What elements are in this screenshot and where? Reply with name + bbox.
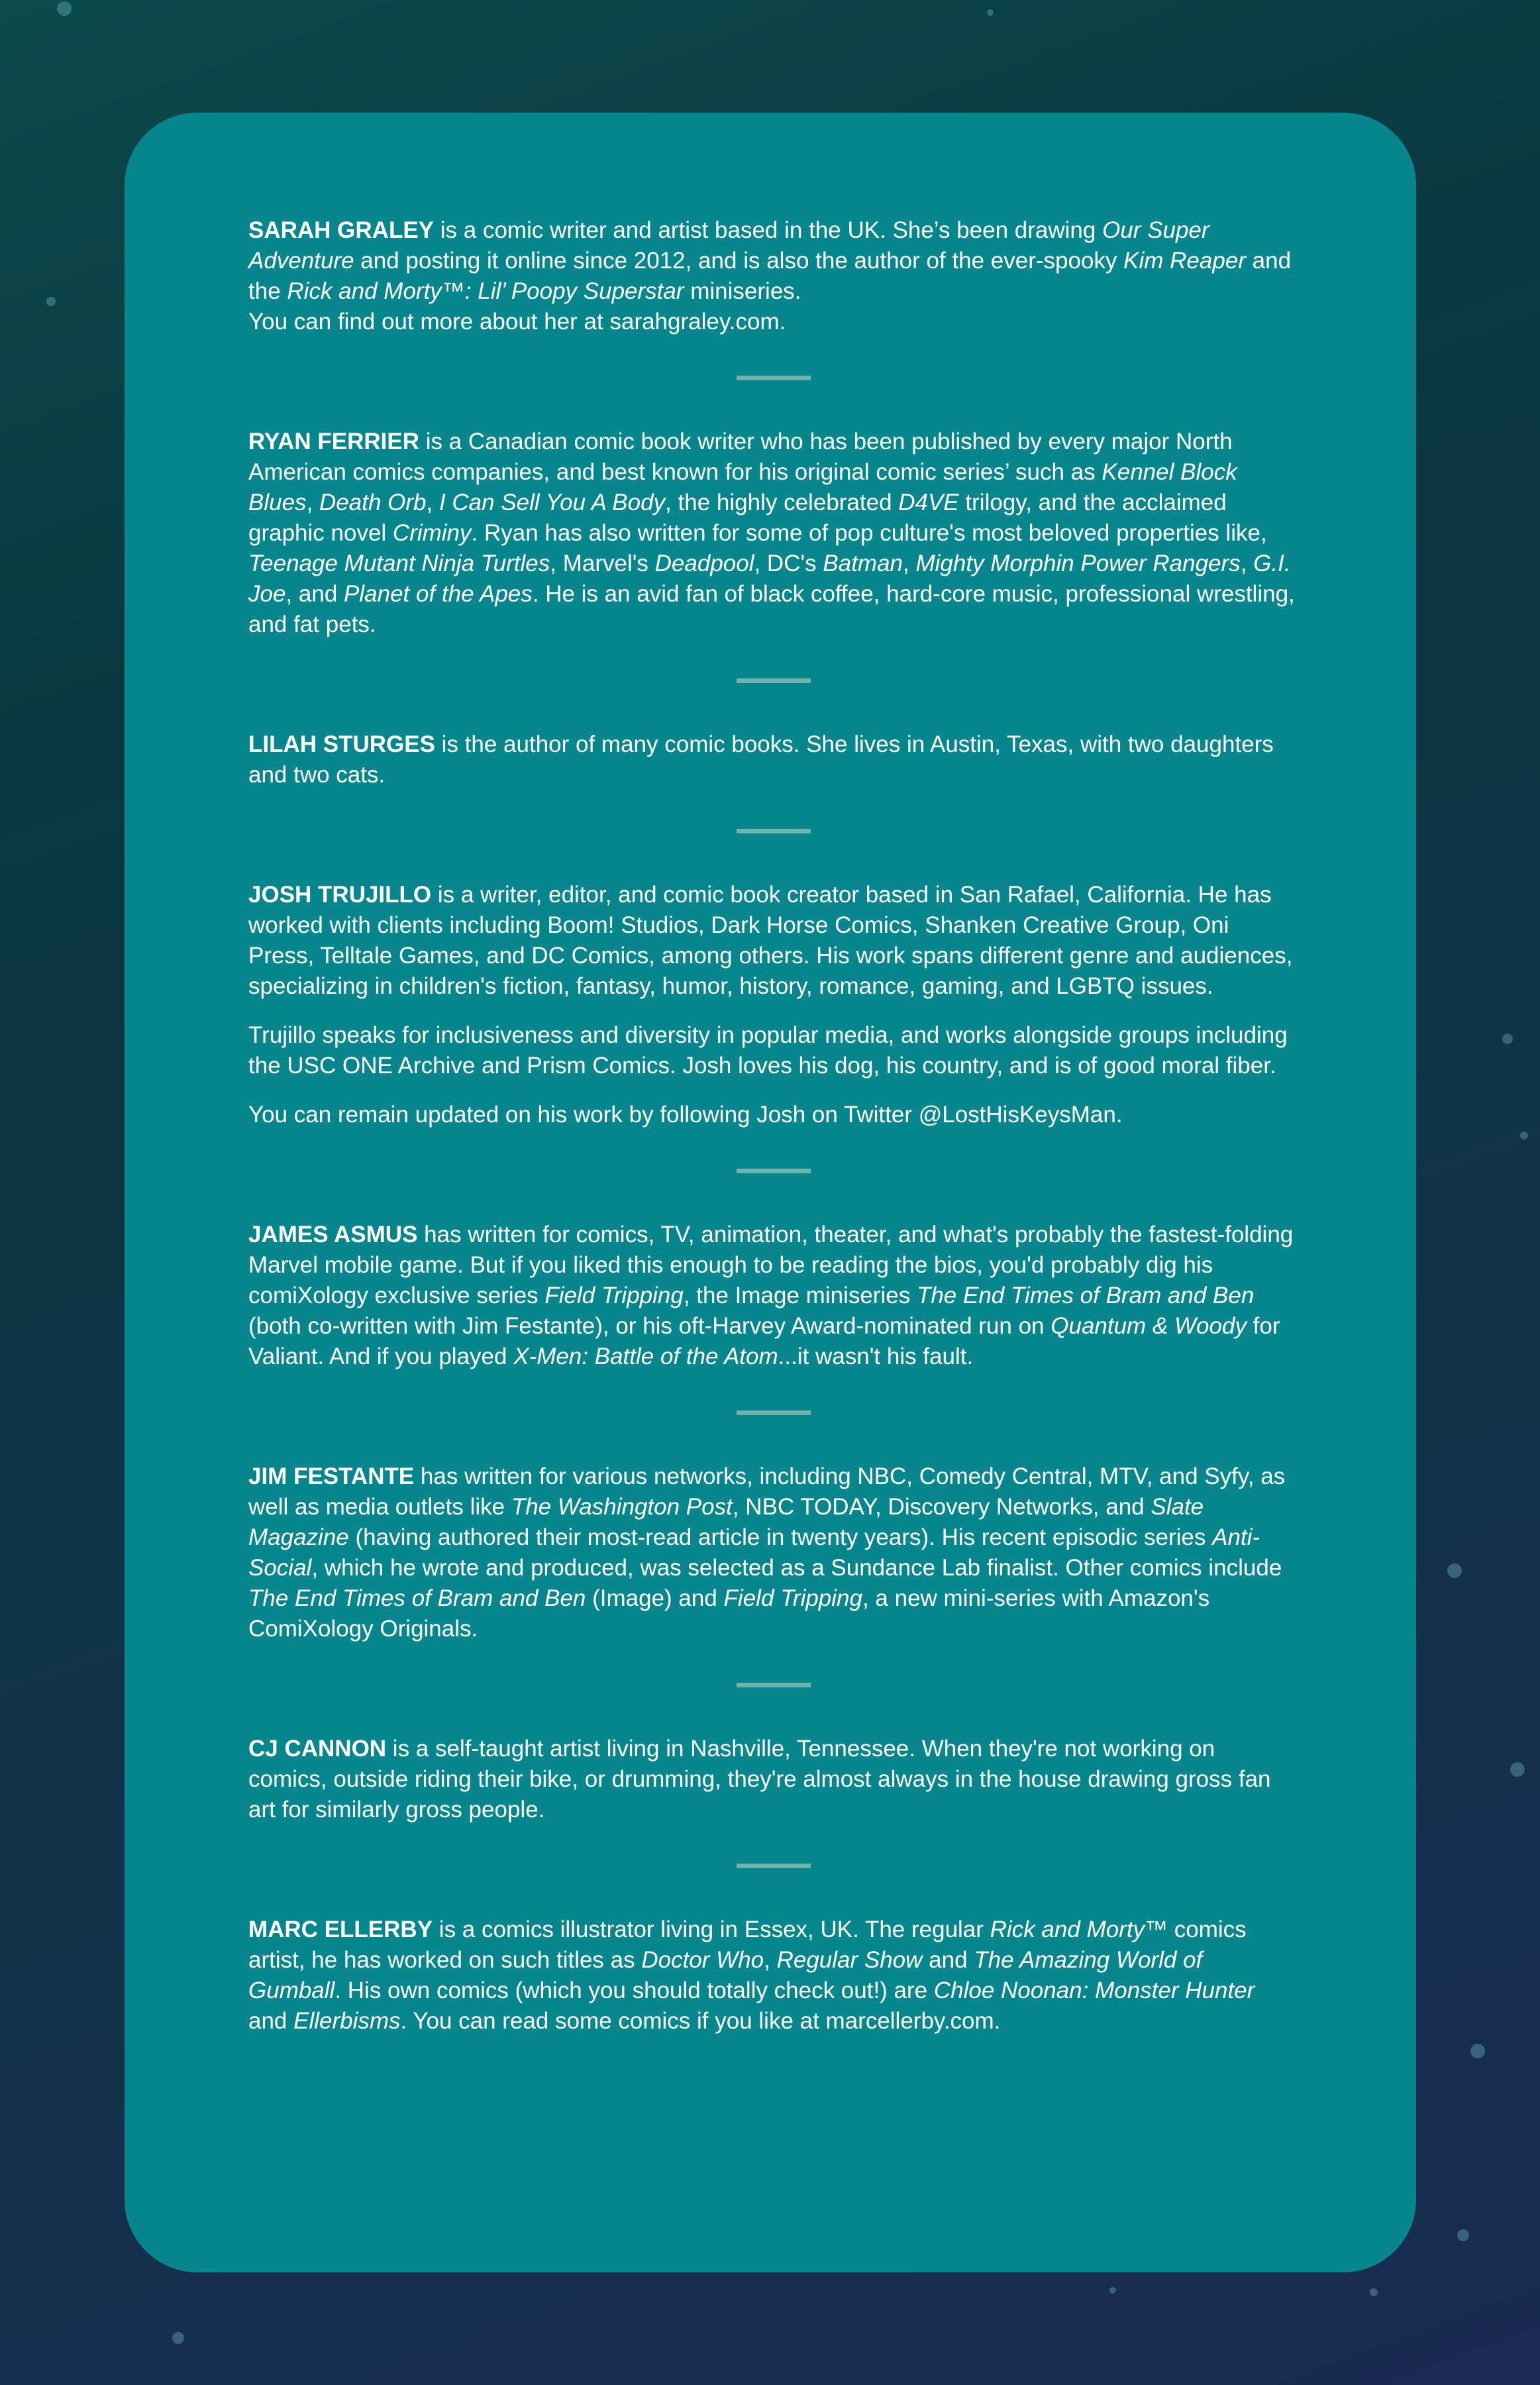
- bio-paragraph: [248, 1915, 1298, 2037]
- bio-text: . His own comics (which you should totally check out!) are: [334, 1978, 934, 2003]
- bio-text: , the highly celebrated: [665, 490, 899, 515]
- work-title: Kennel Block Blues: [248, 459, 1237, 515]
- bio-text: comics artist, he has worked on such titles as: [248, 1917, 1247, 1973]
- work-title: Anti-Social: [248, 1524, 1260, 1581]
- bio-text: and posting it online since 2012, and is also the author of the ever-spooky: [354, 248, 1124, 274]
- author-name: SARAH GRALEY: [248, 217, 435, 243]
- bio-text: trilogy, and the acclaimed graphic novel: [248, 490, 1227, 546]
- bio-text: has written for comics, TV, animation, theater, and what's probably the fastest-folding Marvel mobile game. But if you liked this enough to be reading the bios, you'd probably dig his comiXology exclusive series: [248, 1222, 1294, 1308]
- bio-text: and: [248, 2008, 294, 2034]
- work-title: The Washington Post: [511, 1494, 733, 1520]
- bio-text: , and: [285, 581, 344, 607]
- work-title: Field Tripping: [544, 1283, 684, 1308]
- star-speck: [1520, 1132, 1528, 1140]
- work-title: The End Times of Bram and Ben: [248, 1585, 586, 1611]
- work-title: Kim Reaper: [1123, 248, 1246, 274]
- bio-paragraph: [248, 1461, 1298, 1644]
- divider: [737, 1683, 811, 1687]
- work-title: Doctor Who: [641, 1947, 764, 1973]
- bio-text: (having authored their most-read article in twenty years). His recent episodic series: [348, 1524, 1213, 1550]
- bio-paragraph: [248, 1020, 1298, 1081]
- bio-text: . You can read some comics if you like at marcellerby.com.: [400, 2008, 1001, 2034]
- bio-text: , Marvel's: [550, 551, 655, 576]
- bio-text: You can find out more about her at sarahgraley.com.: [248, 309, 786, 335]
- work-title: Slate Magazine: [248, 1494, 1204, 1550]
- divider: [737, 1864, 811, 1868]
- bio-lilah-sturges: [248, 729, 1298, 790]
- bio-paragraph: [248, 880, 1298, 1002]
- work-title: Rick and Morty™: Lil’ Poopy Superstar: [287, 278, 684, 304]
- bio-text: Trujillo speaks for inclusiveness and diversity in popular media, and works alongside groups including the USC ONE Archive and Prism Comics. Josh loves his dog, his country, and is of good moral fiber.: [248, 1022, 1288, 1079]
- bio-text: has written for various networks, including NBC, Comedy Central, MTV, and Syfy, as well as media outlets like: [248, 1463, 1286, 1520]
- work-title: The Amazing World of Gumball: [248, 1947, 1203, 2003]
- work-title: Criminy: [392, 520, 472, 546]
- work-title: Chloe Noonan: Monster Hunter: [933, 1978, 1255, 2003]
- author-name: JIM FESTANTE: [248, 1463, 415, 1489]
- bio-text: , which he wrote and produced, was selected as a Sundance Lab finalist. Other comics include: [311, 1555, 1282, 1581]
- bio-text: ,: [426, 490, 439, 515]
- author-name: LILAH STURGES: [248, 731, 435, 757]
- work-title: Quantum & Woody: [1051, 1313, 1247, 1339]
- bio-text: , the Image miniseries: [683, 1283, 917, 1308]
- star-speck: [1510, 1762, 1525, 1777]
- work-title: Regular Show: [776, 1947, 923, 1973]
- star-speck: [57, 1, 72, 16]
- work-title: Mighty Morphin Power Rangers: [915, 551, 1241, 576]
- bio-text: You can remain updated on his work by following Josh on Twitter @LostHisKeysMan.: [248, 1102, 1123, 1128]
- star-speck: [1502, 1034, 1513, 1044]
- bio-text: is a writer, editor, and comic book creator based in San Rafael, California. He has worked with clients including Boom! Studios, Dark Horse Comics, Shanken Creative Group, Oni Press, Telltale Games, and DC Comics, among others. His work spans different genre and audiences, specializing in children's fiction, fantasy, humor, history, romance, gaming, and LGBTQ issues.: [248, 882, 1293, 999]
- bio-text: and: [922, 1947, 974, 1973]
- author-name: RYAN FERRIER: [248, 429, 420, 454]
- bio-paragraph: [248, 729, 1298, 790]
- bio-text: (Image) and: [586, 1585, 724, 1611]
- work-title: Ellerbisms: [293, 2008, 401, 2034]
- bio-text: is a self-taught artist living in Nashville, Tennessee. When they're not working on comics, outside riding their bike, or drumming, they're almost always in the house drawing gross fan art for similarly gross people.: [248, 1736, 1271, 1823]
- work-title: Our Super Adventure: [248, 217, 1209, 274]
- bio-josh-trujillo: [248, 880, 1298, 1130]
- work-title: Batman: [823, 551, 903, 576]
- bio-text: is a comics illustrator living in Essex, UK. The regular: [433, 1917, 990, 1942]
- divider: [737, 1169, 811, 1173]
- bio-paragraph: [248, 1734, 1298, 1825]
- bio-cj-cannon: [248, 1734, 1298, 1825]
- star-speck: [1109, 2287, 1116, 2294]
- star-speck: [46, 297, 56, 306]
- bio-text: ...it wasn't his fault.: [778, 1344, 974, 1369]
- bio-text: and the: [248, 248, 1292, 304]
- work-title: Rick and Morty™: [990, 1917, 1168, 1942]
- work-title: I Can Sell You A Body: [438, 490, 666, 515]
- bio-text: ,: [306, 490, 320, 515]
- star-speck: [172, 2332, 184, 2344]
- bio-text: ,: [903, 551, 916, 576]
- bio-text: for Valiant. And if you played: [248, 1313, 1280, 1369]
- bio-text: miniseries.: [684, 278, 801, 304]
- author-name: JOSH TRUJILLO: [248, 882, 432, 908]
- star-speck: [1370, 2288, 1378, 2296]
- bio-jim-festante: [248, 1461, 1298, 1644]
- bio-paragraph: [248, 1220, 1298, 1372]
- bio-text: ,: [1240, 551, 1254, 576]
- star-speck: [1447, 1564, 1462, 1578]
- bio-sarah-graley: [248, 215, 1298, 337]
- star-speck: [1470, 2044, 1485, 2058]
- divider: [737, 829, 811, 833]
- bio-text: (both co-written with Jim Festante), or his oft-Harvey Award-nominated run on: [248, 1313, 1051, 1339]
- bio-text: , NBC TODAY, Discovery Networks, and: [732, 1494, 1151, 1520]
- author-name: MARC ELLERBY: [248, 1917, 433, 1942]
- bio-paragraph: [248, 427, 1298, 640]
- work-title: Planet of the Apes: [344, 581, 533, 607]
- work-title: The End Times of Bram and Ben: [916, 1283, 1255, 1308]
- work-title: X-Men: Battle of the Atom: [513, 1344, 778, 1369]
- work-title: Field Tripping: [723, 1585, 862, 1611]
- bio-text: is a comic writer and artist based in the UK. She’s been drawing: [434, 217, 1103, 243]
- bios-list: [248, 215, 1298, 2037]
- bio-james-asmus: [248, 1220, 1298, 1372]
- bio-text: . He is an avid fan of black coffee, hard-core music, professional wrestling, and fat pets.: [248, 581, 1295, 637]
- divider: [737, 376, 811, 380]
- work-title: D4VE: [898, 490, 959, 515]
- bio-text: ,: [764, 1947, 777, 1973]
- work-title: Teenage Mutant Ninja Turtles: [248, 551, 550, 576]
- bio-ryan-ferrier: [248, 427, 1298, 640]
- bio-text: , DC's: [754, 551, 823, 576]
- star-speck: [1457, 2229, 1469, 2241]
- bio-paragraph: [248, 1100, 1298, 1130]
- divider: [737, 678, 811, 683]
- bio-paragraph: [248, 215, 1298, 337]
- work-title: Deadpool: [654, 551, 754, 576]
- bio-marc-ellerby: [248, 1915, 1298, 2037]
- bio-text: . Ryan has also written for some of pop culture's most beloved properties like,: [471, 520, 1267, 546]
- author-name: JAMES ASMUS: [248, 1222, 418, 1247]
- bio-text: is a Canadian comic book writer who has been published by every major North American comics companies, and best known for his original comic series’ such as: [248, 429, 1233, 485]
- work-title: G.I. Joe: [248, 551, 1291, 607]
- bio-text: , a new mini-series with Amazon's ComiXology Originals.: [248, 1585, 1210, 1642]
- work-title: Death Orb: [319, 490, 427, 515]
- bio-text: is the author of many comic books. She lives in Austin, Texas, with two daughters and two cats.: [248, 731, 1274, 788]
- star-speck: [987, 9, 994, 16]
- author-name: CJ CANNON: [248, 1736, 387, 1762]
- divider: [737, 1410, 811, 1415]
